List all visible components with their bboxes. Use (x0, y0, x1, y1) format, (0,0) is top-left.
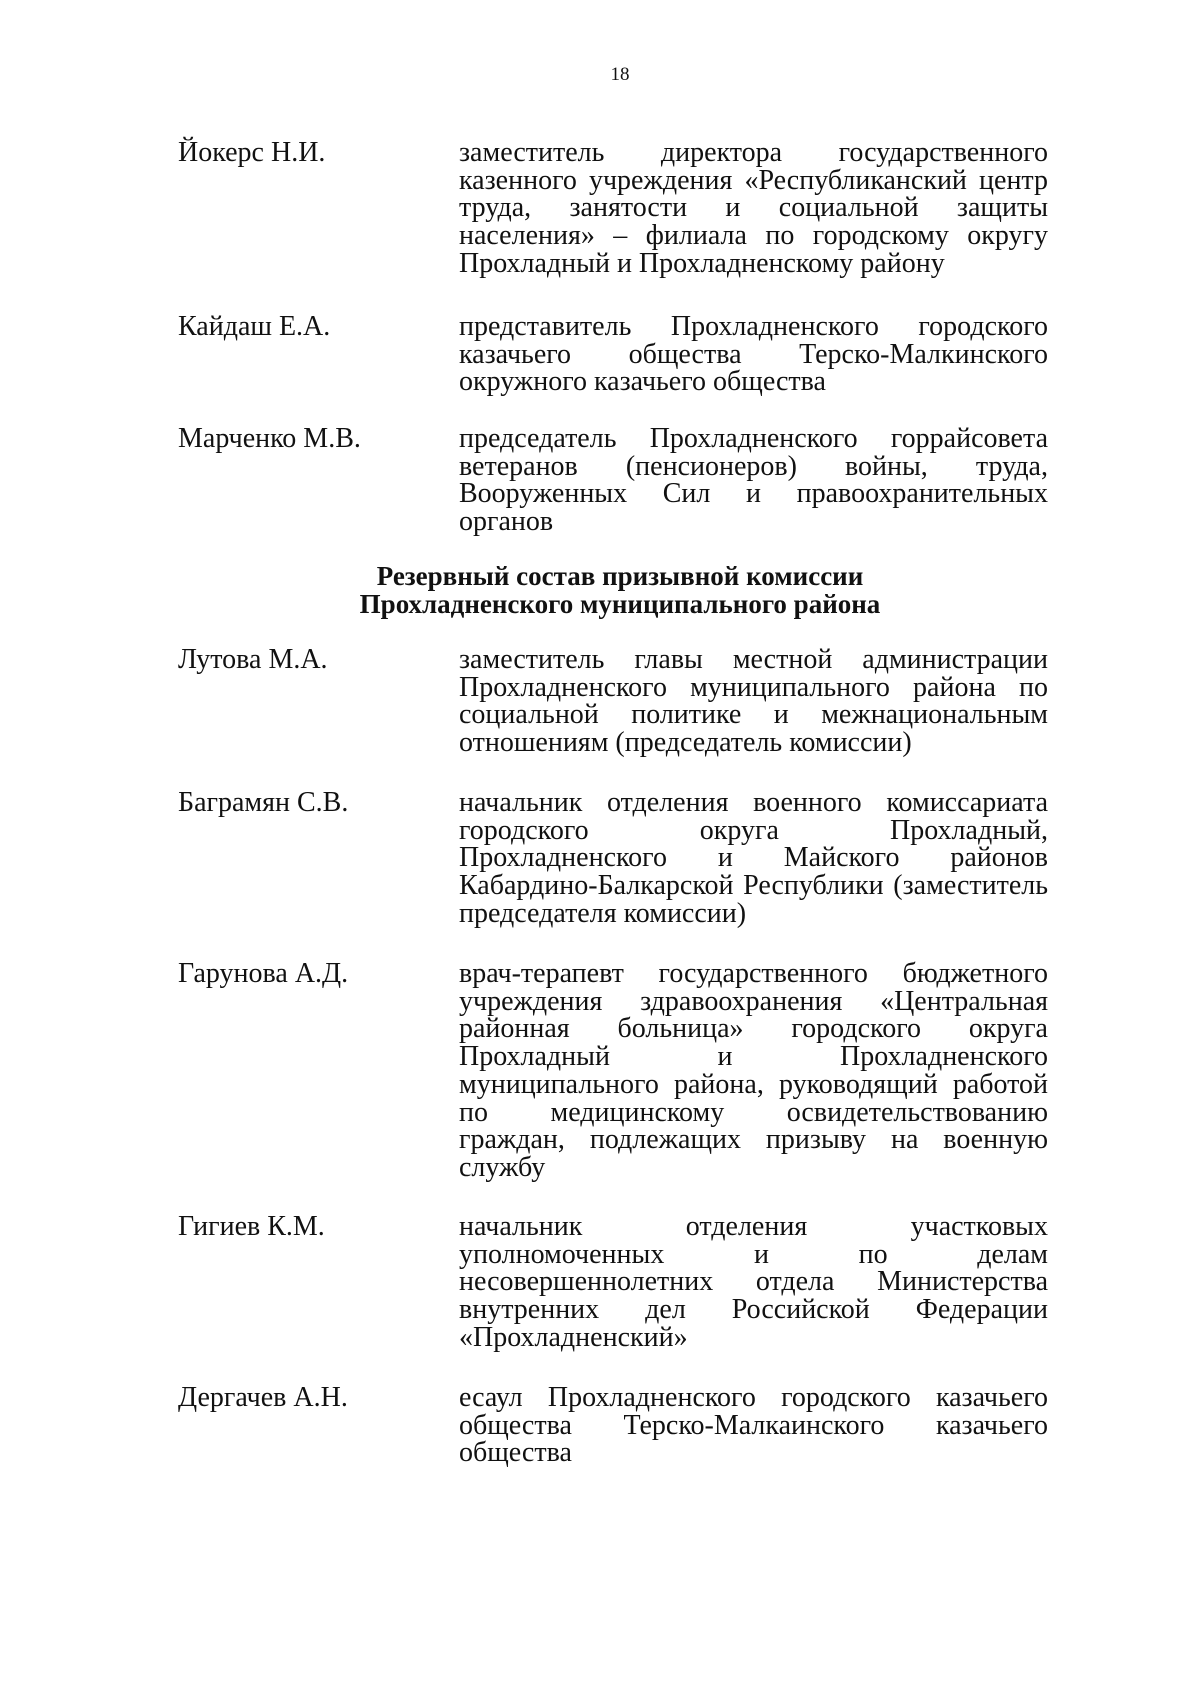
member-position: начальник отделения военного комиссариата городского округа Прохладный, Прохладненского и Майского районов Кабардино-Балкарской Республики (заместитель председателя комиссии) (459, 787, 1048, 929)
member-position: есаул Прохладненского городского казачьего общества Терско-Малкаинского казачьего общества (459, 1382, 1048, 1469)
member-position: председатель Прохладненского горрайсовета ветеранов (пенсионеров) войны, труда, Вооруженных Сил и правоохранительных органов (459, 423, 1048, 538)
section-heading-line: Прохладненского муниципального района (359, 589, 881, 619)
member-name: Кайдаш Е.А. (178, 311, 331, 342)
member-name: Марченко М.В. (178, 423, 361, 454)
page-number: 18 (610, 64, 630, 85)
member-position: врач-терапевт государственного бюджетного учреждения здравоохранения «Центральная районная больница» городского округа Прохладный и Прохладненского муниципального района, руководящий работой по медицинскому освидетельствованию граждан, подлежащих призыву на военную службу (459, 958, 1048, 1183)
member-name: Йокерс Н.И. (178, 137, 326, 168)
member-position: заместитель главы местной администрации Прохладненского муниципального района по социальной политике и межнациональным отношениям (председатель комиссии) (459, 644, 1048, 759)
member-position: заместитель директора государственного казенного учреждения «Республиканский центр труда, занятости и социальной защиты населения» – филиала по городскому округу Прохладный и Прохладненскому району (459, 137, 1048, 279)
member-position: представитель Прохладненского городского казачьего общества Терско-Малкинского окружного казачьего общества (459, 311, 1048, 398)
member-name: Гарунова А.Д. (178, 958, 349, 989)
member-position: начальник отделения участковых уполномоченных и по делам несовершеннолетних отдела Министерства внутренних дел Российской Федерации «Прохладненский» (459, 1211, 1048, 1353)
section-heading (0, 562, 1200, 618)
member-name: Баграмян С.В. (178, 787, 349, 818)
member-name: Гигиев К.М. (178, 1211, 325, 1242)
member-name: Дергачев А.Н. (178, 1382, 348, 1413)
section-heading-line: Резервный состав призывной комиссии (376, 561, 864, 591)
member-name: Лутова М.А. (178, 644, 328, 675)
